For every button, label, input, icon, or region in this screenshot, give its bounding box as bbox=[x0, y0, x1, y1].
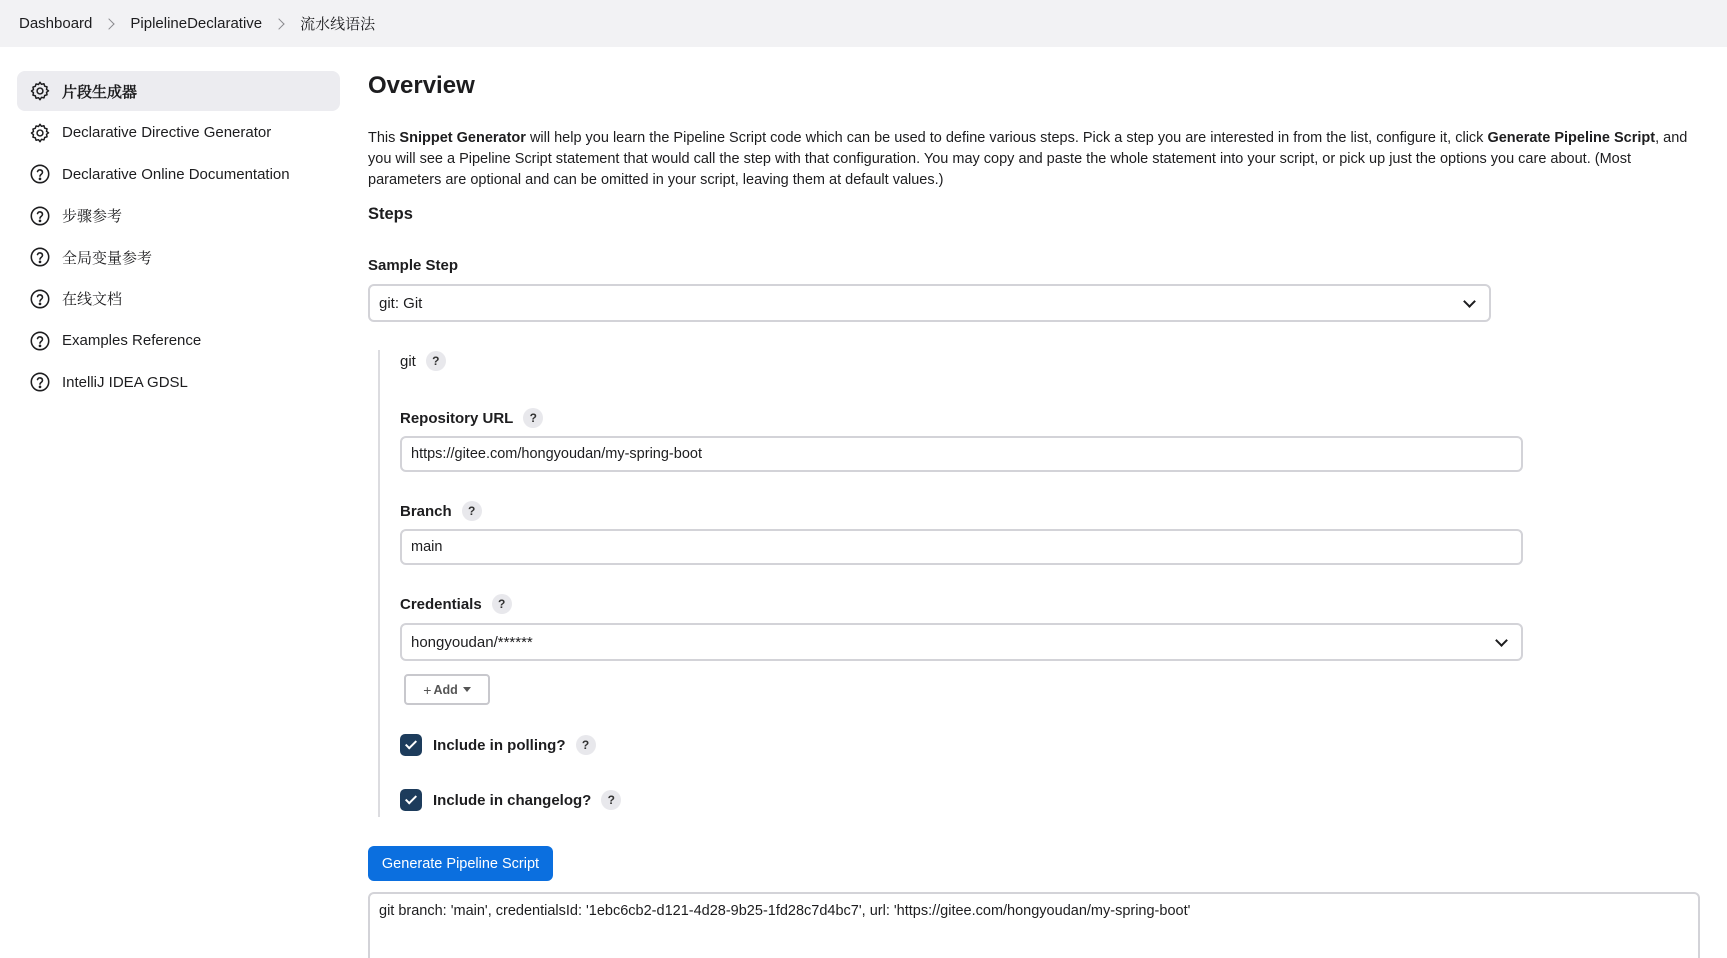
sidebar-item-label: Examples Reference bbox=[62, 332, 202, 350]
sidebar-item-online-docs[interactable] bbox=[17, 279, 340, 319]
git-step-label bbox=[400, 350, 446, 372]
repository-url-label bbox=[400, 407, 543, 429]
branch-input[interactable] bbox=[400, 529, 1523, 565]
sidebar-item-label: IntelliJ IDEA GDSL bbox=[62, 373, 188, 391]
credentials-value: hongyoudan/****** bbox=[411, 633, 533, 651]
help-circle-icon bbox=[29, 371, 51, 393]
sample-step-select[interactable] bbox=[368, 284, 1491, 322]
intro-text bbox=[368, 128, 1698, 191]
chevron-right-icon bbox=[273, 18, 284, 29]
add-button-label: Add bbox=[433, 682, 458, 697]
add-credentials-button[interactable] bbox=[404, 674, 490, 705]
include-polling-label: Include in polling? bbox=[433, 736, 566, 754]
credentials-label bbox=[400, 593, 512, 615]
sidebar-item-steps-reference[interactable] bbox=[17, 196, 340, 236]
caret-down-icon bbox=[463, 687, 471, 692]
sample-step-value: git: Git bbox=[379, 294, 423, 312]
step-config-divider bbox=[378, 350, 380, 817]
include-changelog-label: Include in changelog? bbox=[433, 791, 592, 809]
credentials-select[interactable] bbox=[400, 623, 1523, 661]
help-icon[interactable]: ? bbox=[601, 790, 621, 810]
intro-segment: will help you learn the Pipeline Script code which can be used to define various steps. Pick a step you are interested in from the list, configure it, click bbox=[525, 130, 1488, 146]
intro-segment: This bbox=[368, 130, 400, 146]
intro-segment: , and you will see a Pipeline Script statement that would call the step with that configuration. You may copy and paste the whole statement into your script, or pick up just the options you care about. (Most parameters are optional and can be omitted in your script, leaving them at default values.) bbox=[368, 130, 1688, 188]
git-label-text: git bbox=[400, 352, 416, 370]
generated-script-output[interactable]: git branch: 'main', credentialsId: '1ebc6cb2-d121-4d28-9b25-1fd28c7d4bc7', url: 'https://gitee.com/hongyoudan/my-spring-boot' bbox=[368, 892, 1700, 958]
sidebar-item-label: 全局变量参考 bbox=[62, 249, 153, 267]
help-icon[interactable]: ? bbox=[492, 594, 512, 614]
sidebar-item-global-variables[interactable] bbox=[17, 237, 340, 277]
chevron-right-icon bbox=[104, 18, 115, 29]
intro-bold-generate-script: Generate Pipeline Script bbox=[1487, 130, 1656, 146]
sidebar-item-examples-reference[interactable] bbox=[17, 321, 340, 361]
sidebar-item-declarative-docs[interactable] bbox=[17, 154, 340, 194]
include-polling-row bbox=[400, 734, 596, 756]
sidebar-item-label: 步骤参考 bbox=[62, 208, 123, 226]
checkmark-icon bbox=[405, 737, 417, 749]
sidebar-item-label: Declarative Online Documentation bbox=[62, 165, 290, 183]
gear-icon bbox=[29, 80, 51, 102]
breadcrumb-pipeline-syntax[interactable]: 流水线语法 bbox=[300, 16, 376, 33]
help-icon[interactable]: ? bbox=[576, 735, 596, 755]
branch-label bbox=[400, 500, 482, 522]
breadcrumb-dashboard[interactable]: Dashboard bbox=[19, 15, 93, 32]
generate-pipeline-script-button[interactable]: Generate Pipeline Script bbox=[368, 846, 553, 881]
sidebar bbox=[17, 71, 340, 404]
plus-icon: + bbox=[423, 681, 432, 698]
sidebar-item-intellij-gdsl[interactable] bbox=[17, 362, 340, 402]
help-icon[interactable]: ? bbox=[462, 501, 482, 521]
breadcrumb-pipeline[interactable]: PiplelineDeclarative bbox=[130, 15, 263, 32]
help-circle-icon bbox=[29, 205, 51, 227]
page-title: Overview bbox=[368, 72, 475, 99]
sidebar-item-directive-generator[interactable] bbox=[17, 113, 340, 153]
checkmark-icon bbox=[405, 792, 417, 804]
help-icon[interactable]: ? bbox=[523, 408, 543, 428]
chevron-down-icon bbox=[1463, 295, 1476, 308]
repository-url-input[interactable] bbox=[400, 436, 1523, 472]
help-circle-icon bbox=[29, 246, 51, 268]
steps-heading: Steps bbox=[368, 205, 413, 223]
branch-label-text: Branch bbox=[400, 502, 452, 520]
intro-bold-snippet-generator: Snippet Generator bbox=[399, 130, 526, 146]
breadcrumb bbox=[0, 0, 1727, 47]
sidebar-item-snippet-generator[interactable] bbox=[17, 71, 340, 111]
sidebar-item-label: 在线文档 bbox=[62, 291, 123, 309]
sample-step-label: Sample Step bbox=[368, 257, 459, 274]
include-changelog-checkbox[interactable] bbox=[400, 789, 422, 811]
sidebar-item-label: 片段生成器 bbox=[62, 83, 138, 101]
chevron-down-icon bbox=[1495, 634, 1508, 647]
credentials-label-text: Credentials bbox=[400, 595, 482, 613]
gear-icon bbox=[29, 122, 51, 144]
repository-url-label-text: Repository URL bbox=[400, 409, 514, 427]
help-icon[interactable]: ? bbox=[426, 351, 446, 371]
help-circle-icon bbox=[29, 288, 51, 310]
help-circle-icon bbox=[29, 163, 51, 185]
include-changelog-row bbox=[400, 789, 621, 811]
sidebar-item-label: Declarative Directive Generator bbox=[62, 124, 272, 142]
include-polling-checkbox[interactable] bbox=[400, 734, 422, 756]
help-circle-icon bbox=[29, 330, 51, 352]
